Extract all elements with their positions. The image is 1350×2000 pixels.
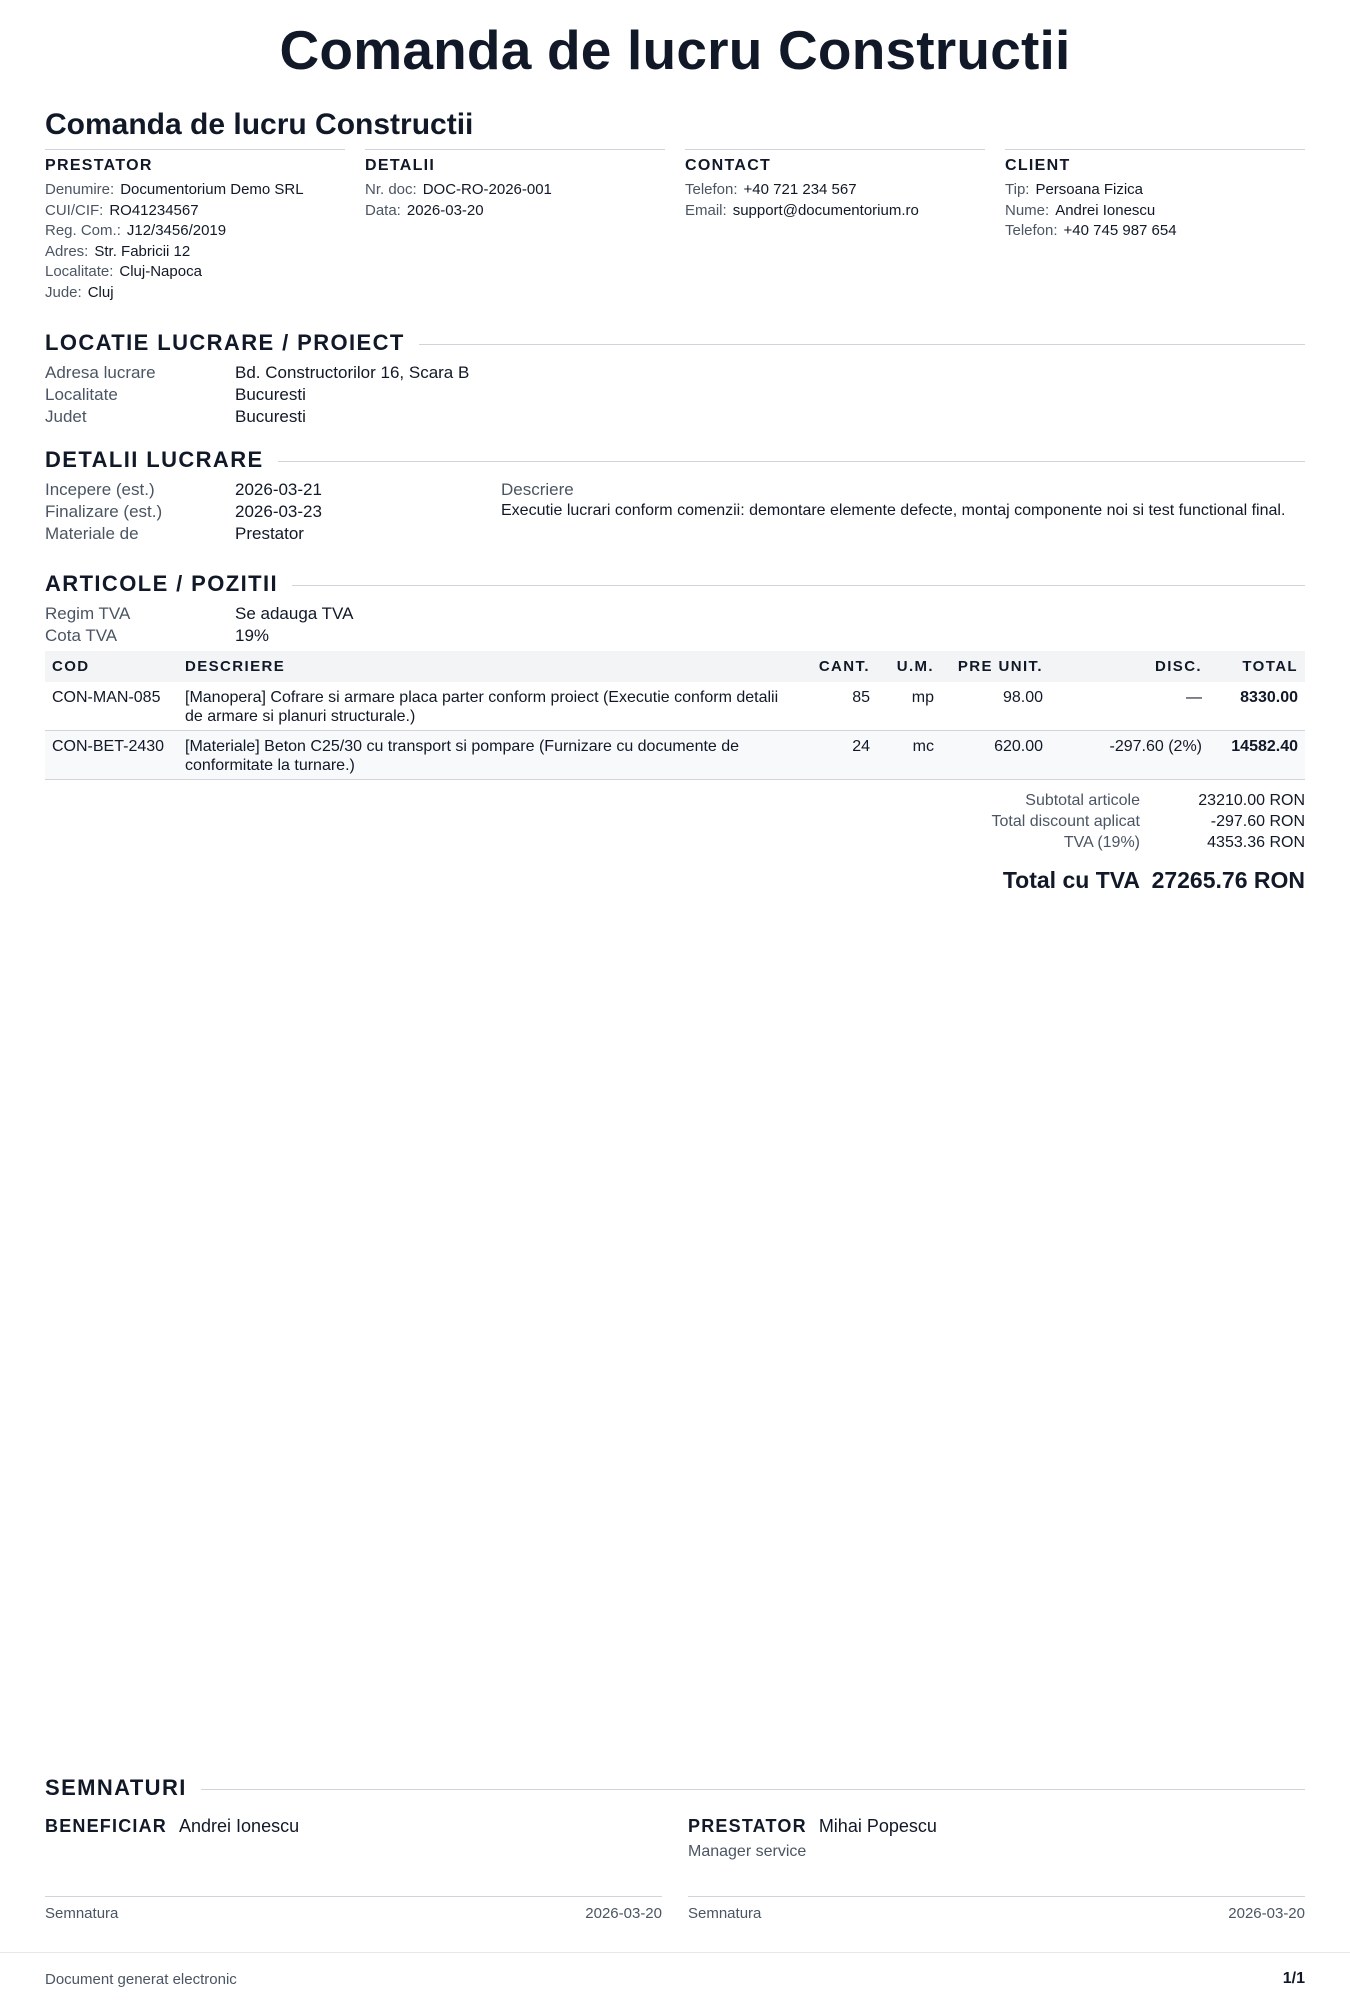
cell-cant: 85 xyxy=(852,689,870,706)
beneficiar-sign-label: Semnatura xyxy=(45,1905,119,1922)
col-header-um: U.M. xyxy=(877,651,941,682)
client-block xyxy=(1005,149,1305,303)
grand-total-row xyxy=(900,867,1305,894)
prestator-denumire: Denumire: Documentorium Demo SRL xyxy=(45,181,304,198)
cell-disc: — xyxy=(1186,689,1202,706)
section-divider xyxy=(201,1789,1305,1790)
page-number: 1/1 xyxy=(1282,1970,1305,1987)
col-header-descriere: DESCRIERE xyxy=(178,651,805,682)
incepere-row: Incepere (est.) 2026-03-21 xyxy=(45,480,322,499)
table-row xyxy=(45,731,1305,780)
detalii-data: Data: 2026-03-20 xyxy=(365,201,484,219)
client-nume: Nume: Andrei Ionescu xyxy=(1005,201,1156,219)
col-header-cant: CANT. xyxy=(805,651,877,682)
descriere-box xyxy=(501,479,1305,520)
prestator-signature-block xyxy=(688,1815,1305,1861)
section-divider xyxy=(419,344,1305,345)
cell-total: 8330.00 xyxy=(1240,689,1298,706)
page-title: Comanda de lucru Constructii xyxy=(279,19,1071,81)
table-row xyxy=(45,682,1305,731)
descriere-text: Executie lucrari conform comenzii: demontare elemente defecte, montaj componente noi si test functional final. xyxy=(501,502,1286,519)
prestator-heading: PRESTATOR xyxy=(45,157,153,174)
cell-pret-unit: 620.00 xyxy=(994,738,1043,755)
cell-descriere: [Materiale] Beton C25/30 cu transport si pompare (Furnizare cu documente de conformitate la turnare.) xyxy=(185,738,740,774)
items-table-header xyxy=(45,651,1305,682)
prestator-signature-line xyxy=(688,1896,1305,1922)
cota-tva-row: Cota TVA 19% xyxy=(45,626,270,645)
prestator-position: Manager service xyxy=(688,1843,807,1860)
items-table xyxy=(45,651,1305,780)
discount-row: Total discount aplicat -297.60 RON xyxy=(991,813,1305,830)
articole-section-title: ARTICOLE / POZITII xyxy=(45,571,278,596)
cell-cod: CON-MAN-085 xyxy=(52,689,161,706)
contact-block xyxy=(685,149,985,303)
client-heading: CLIENT xyxy=(1005,157,1071,174)
prestator-name: Mihai Popescu xyxy=(818,1816,937,1836)
prestator-block xyxy=(45,149,345,303)
semnaturi-section-title: SEMNATURI xyxy=(45,1775,187,1800)
detalii-lucrare-section-header xyxy=(45,447,1305,473)
prestator-role: PRESTATOR xyxy=(688,1816,807,1836)
prestator-judet: Jude: Cluj xyxy=(45,283,114,301)
grand-total-value: 27265.76 RON xyxy=(1151,867,1305,893)
cell-um: mp xyxy=(911,689,934,706)
cell-cant: 24 xyxy=(852,738,870,755)
beneficiar-role: BENEFICIAR xyxy=(45,1816,168,1836)
prestator-sign-date: 2026-03-20 xyxy=(1228,1905,1305,1922)
detalii-block xyxy=(365,149,665,303)
beneficiar-signature-line xyxy=(45,1896,662,1922)
semnaturi-section-header xyxy=(45,1775,1305,1801)
col-header-cod: COD xyxy=(45,651,178,682)
prestator-cui: CUI/CIF: RO41234567 xyxy=(45,201,199,219)
subtotal-row: Subtotal articole 23210.00 RON xyxy=(1025,792,1305,809)
contact-telefon: Telefon: +40 721 234 567 xyxy=(685,181,857,198)
beneficiar-name: Andrei Ionescu xyxy=(179,1816,300,1836)
articole-section-header xyxy=(45,571,1305,597)
client-telefon: Telefon: +40 745 987 654 xyxy=(1005,222,1177,239)
locatie-section-title: LOCATIE LUCRARE / PROIECT xyxy=(45,330,405,355)
prestator-adresa: Adres: Str. Fabricii 12 xyxy=(45,242,191,260)
beneficiar-sign-date: 2026-03-20 xyxy=(585,1905,662,1922)
locatie-section-header xyxy=(45,330,1305,356)
cell-descriere: [Manopera] Cofrare si armare placa parter conform proiect (Executie conform detalii de armare si planuri structurale.) xyxy=(185,689,779,725)
detalii-heading: DETALII xyxy=(365,157,436,174)
descriere-label: Descriere xyxy=(501,480,574,499)
totals-block xyxy=(900,790,1305,894)
client-tip: Tip: Persoana Fizica xyxy=(1005,181,1144,198)
page-footer xyxy=(0,1952,1350,1988)
locatie-localitate-row: Localitate Bucuresti xyxy=(45,385,306,404)
beneficiar-signature-block xyxy=(45,1815,662,1837)
col-header-disc: DISC. xyxy=(1050,651,1209,682)
cell-um: mc xyxy=(912,738,934,755)
section-divider xyxy=(292,585,1305,586)
cell-total: 14582.40 xyxy=(1231,738,1298,755)
regim-tva-row: Regim TVA Se adauga TVA xyxy=(45,604,354,623)
locatie-judet-row: Judet Bucuresti xyxy=(45,407,306,426)
locatie-adresa-row: Adresa lucrare Bd. Constructorilor 16, Scara B xyxy=(45,363,470,382)
prestator-reg-com: Reg. Com.: J12/3456/2019 xyxy=(45,222,227,239)
prestator-sign-label: Semnatura xyxy=(688,1905,762,1922)
col-header-pret-unit: PRE UNIT. xyxy=(941,651,1050,682)
footer-note: Document generat electronic xyxy=(45,1971,237,1988)
detalii-nr-doc: Nr. doc: DOC-RO-2026-001 xyxy=(365,181,552,198)
materiale-row: Materiale de Prestator xyxy=(45,524,304,543)
prestator-localitate: Localitate: Cluj-Napoca xyxy=(45,263,202,280)
cell-disc: -297.60 (2%) xyxy=(1109,738,1202,755)
contact-email: Email: support@documentorium.ro xyxy=(685,201,919,219)
col-header-total: TOTAL xyxy=(1209,651,1305,682)
parties-header xyxy=(45,149,1305,303)
contact-heading: CONTACT xyxy=(685,157,772,174)
detalii-lucrare-section-title: DETALII LUCRARE xyxy=(45,447,264,472)
section-divider xyxy=(278,461,1305,462)
cell-cod: CON-BET-2430 xyxy=(52,738,165,755)
finalizare-row: Finalizare (est.) 2026-03-23 xyxy=(45,502,322,521)
grand-total-label: Total cu TVA xyxy=(1002,867,1140,893)
document-title: Comanda de lucru Constructii xyxy=(45,108,474,141)
cell-pret-unit: 98.00 xyxy=(1002,689,1043,706)
tva-row: TVA (19%) 4353.36 RON xyxy=(1063,834,1305,851)
